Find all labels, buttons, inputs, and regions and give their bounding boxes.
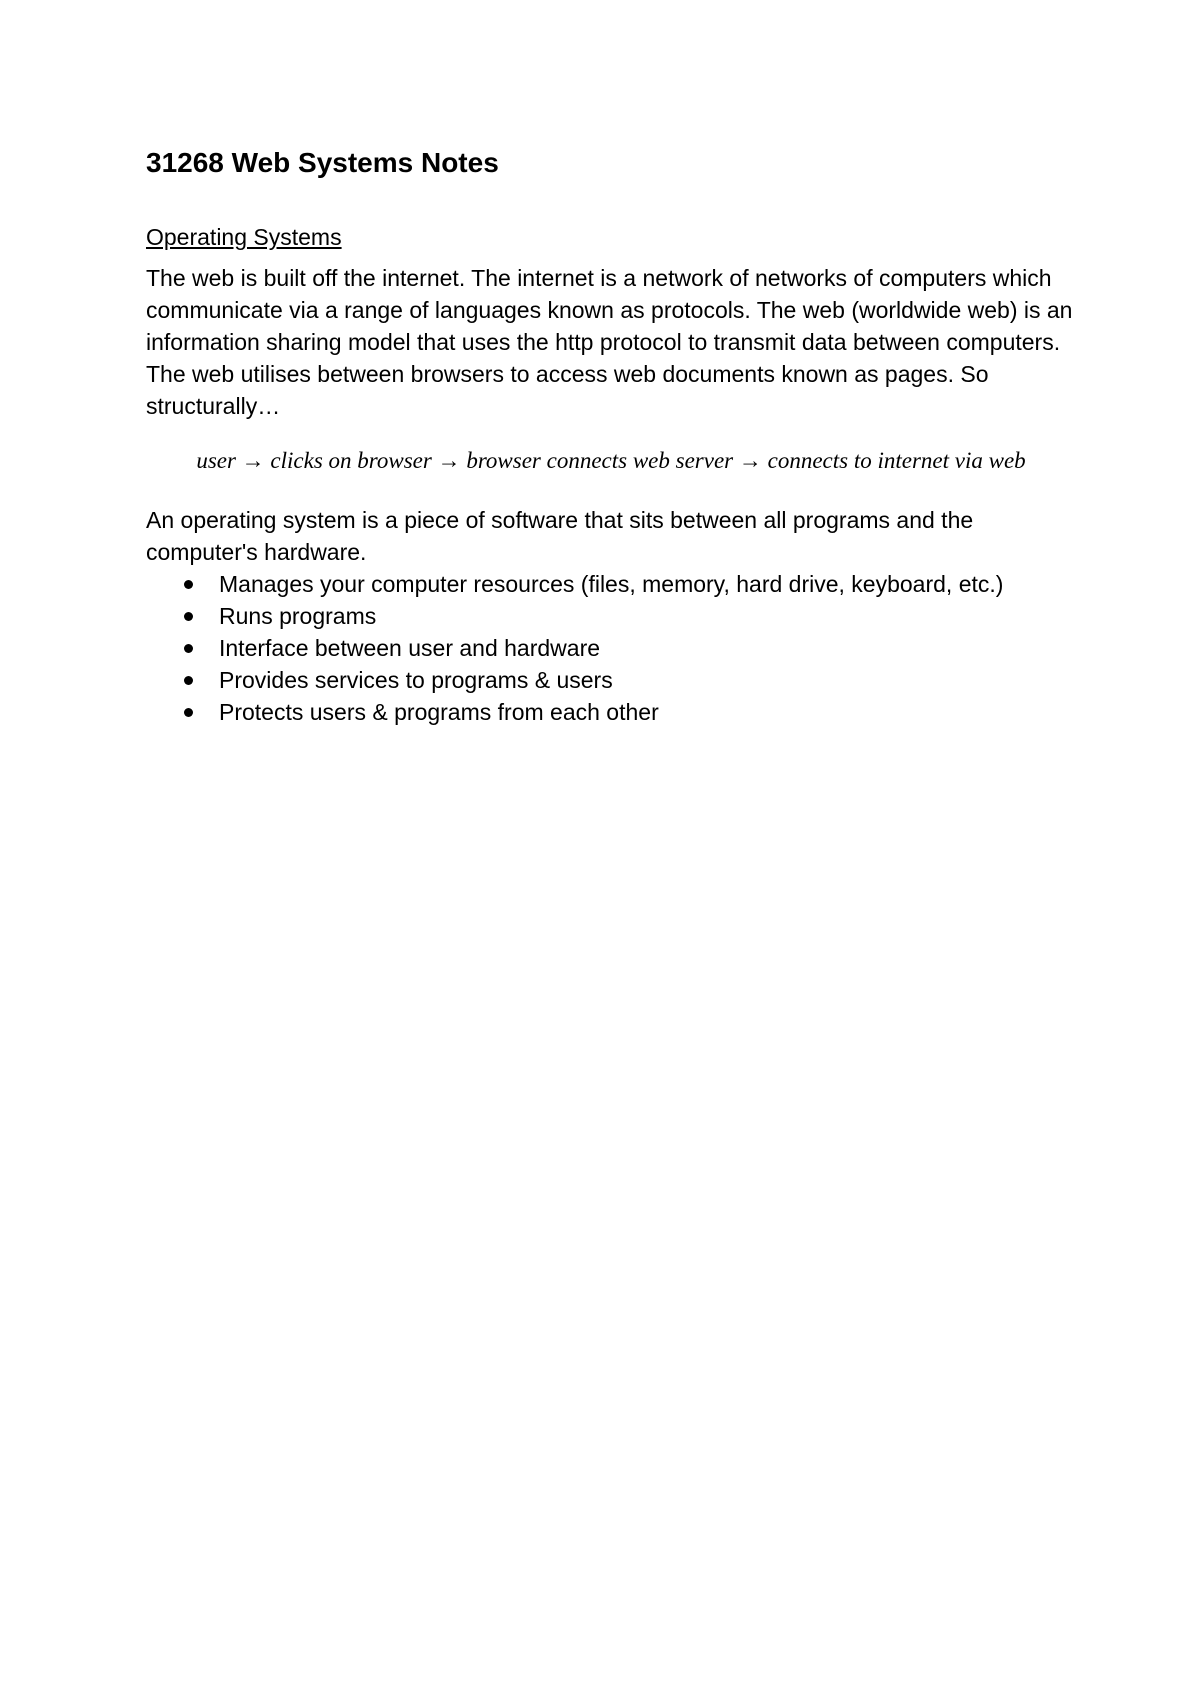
- document-page: [146, 146, 1076, 728]
- os-definition-paragraph: An operating system is a piece of software that sits between all programs and the computer's hardware.: [146, 507, 974, 565]
- list-item: [146, 600, 1076, 632]
- section-heading: Operating Systems: [146, 224, 342, 250]
- bullet-icon: [184, 580, 193, 589]
- list-item: [146, 632, 1076, 664]
- intro-paragraph: The web is built off the internet. The internet is a network of networks of computers which communicate via a range of languages known as protocols. The web (worldwide web) is an information sharing model that uses the http protocol to transmit data between computers. The web utilises between browsers to access web documents known as pages. So structurally…: [146, 265, 1073, 419]
- document-title: 31268 Web Systems Notes: [146, 147, 499, 178]
- os-functions-list: [146, 568, 1076, 728]
- list-item: [146, 664, 1076, 696]
- list-item-text: Interface between user and hardware: [219, 635, 601, 661]
- bullet-icon: [184, 676, 193, 685]
- list-item-text: Provides services to programs & users: [219, 667, 613, 693]
- list-item: [146, 696, 1076, 728]
- bullet-icon: [184, 644, 193, 653]
- bullet-icon: [184, 708, 193, 717]
- structure-formula: user → clicks on browser → browser connects web server → connects to internet via web: [196, 448, 1026, 473]
- list-item: [146, 568, 1076, 600]
- bullet-icon: [184, 612, 193, 621]
- list-item-text: Manages your computer resources (files, memory, hard drive, keyboard, etc.): [219, 571, 1004, 597]
- list-item-text: Protects users & programs from each other: [219, 699, 659, 725]
- list-item-text: Runs programs: [219, 603, 377, 629]
